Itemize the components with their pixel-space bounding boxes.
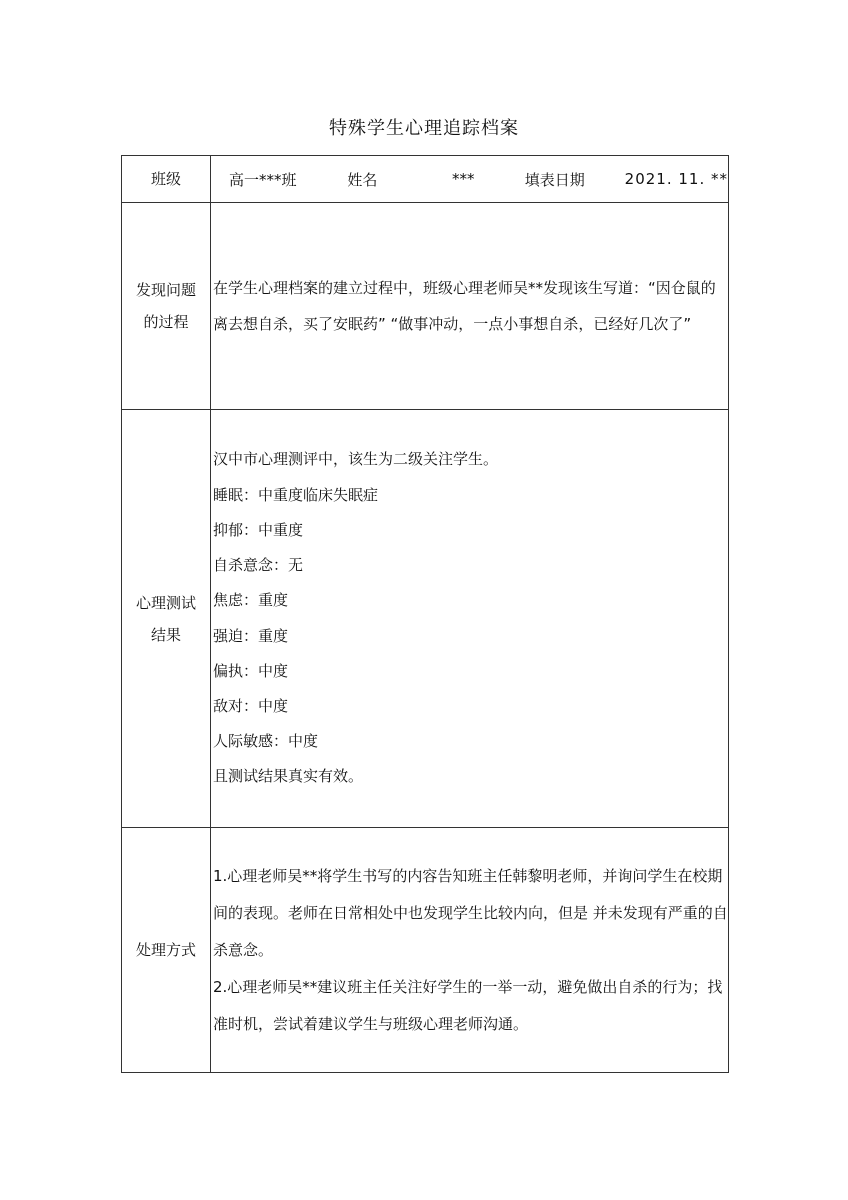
discovery-label-line1: 发现问题 — [135, 281, 196, 299]
test-result-line: 汉中市心理测评中，该生为二级关注学生。 — [213, 450, 499, 469]
test-results-label-line2: 结果 — [150, 625, 181, 644]
discovery-row — [122, 203, 729, 410]
test-result-line: 且测试结果真实有效。 — [213, 767, 364, 786]
test-result-line: 人际敏感：中度 — [213, 732, 319, 751]
class-label: 班级 — [122, 156, 211, 203]
header-row — [122, 156, 729, 203]
handling-item-1: 1.心理老师吴**将学生书写的内容告知班主任韩黎明老师，并询问学生在校期间的表现。老师在日常相处中也发现学生比较内向，但是 并未发现有严重的自杀意念。 — [213, 866, 728, 959]
test-result-line: 抑郁：中重度 — [213, 520, 304, 539]
test-result-line: 偏执：中度 — [213, 661, 289, 680]
handling-content — [211, 828, 729, 1073]
test-results-label-line1: 心理测试 — [135, 593, 196, 612]
header-cell — [211, 156, 729, 203]
test-results-row — [122, 410, 729, 828]
name-value: *** — [452, 170, 475, 188]
handling-row — [122, 828, 729, 1073]
date-label: 填表日期 — [524, 170, 585, 189]
discovery-content — [211, 203, 729, 410]
test-result-line: 自杀意念：无 — [213, 556, 304, 575]
test-results-label — [122, 410, 211, 828]
handling-label: 处理方式 — [122, 828, 211, 1073]
test-result-line: 睡眠：中重度临床失眠症 — [213, 485, 379, 504]
header-line — [211, 169, 728, 190]
test-results-content — [211, 410, 729, 828]
discovery-text: 在学生心理档案的建立过程中，班级心理老师吴**发现该生写道：“因仓鼠的离去想自杀，买了安眠药” “做事冲动，一点小事想自杀，已经好几次了” — [213, 279, 716, 333]
class-value: 高一***班 — [229, 170, 297, 189]
record-table — [121, 155, 729, 1073]
handling-item-2: 2.心理老师吴**建议班主任关注好学生的一举一动，避免做出自杀的行为；找准时机，尝试着建议学生与班级心理老师沟通。 — [213, 977, 723, 1033]
page-title: 特殊学生心理追踪档案 — [329, 118, 519, 139]
test-result-line: 敌对：中度 — [213, 696, 289, 715]
discovery-label — [122, 203, 211, 410]
test-results-list — [211, 442, 728, 794]
test-result-line: 强迫：重度 — [213, 626, 289, 645]
name-label: 姓名 — [347, 170, 378, 189]
date-value: 2021. 11. ** — [624, 170, 729, 188]
test-result-line: 焦虑：重度 — [213, 591, 289, 610]
discovery-label-line2: 的过程 — [143, 313, 189, 331]
